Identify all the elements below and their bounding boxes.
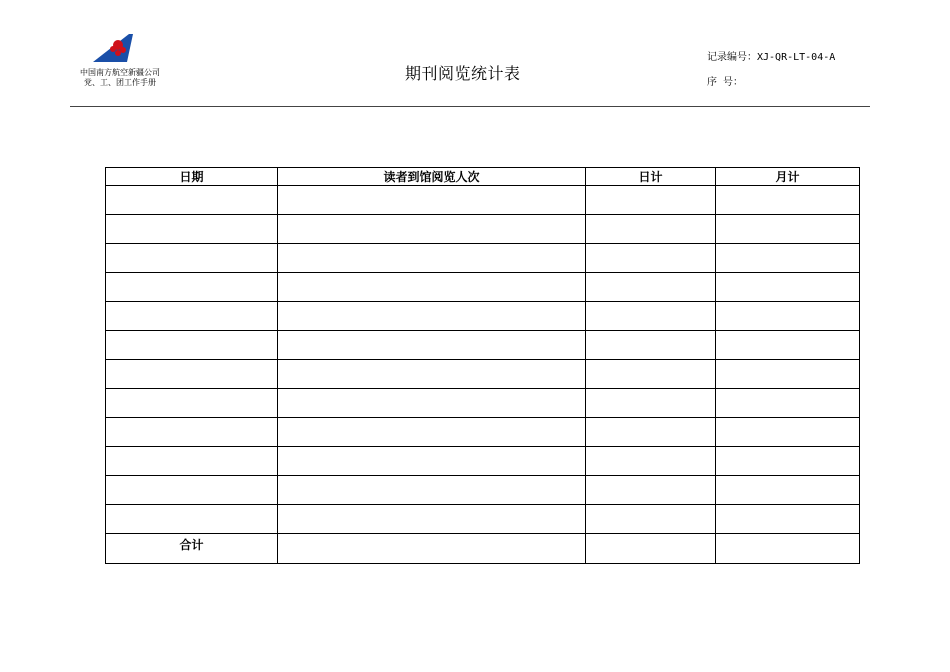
daily-total-cell[interactable] xyxy=(586,505,716,534)
monthly-total-cell[interactable] xyxy=(716,360,860,389)
date-cell[interactable] xyxy=(106,389,278,418)
daily-total-cell[interactable] xyxy=(586,215,716,244)
daily-total-cell[interactable] xyxy=(586,476,716,505)
total-monthly-cell[interactable] xyxy=(716,534,860,564)
monthly-total-cell[interactable] xyxy=(716,331,860,360)
date-cell[interactable] xyxy=(106,505,278,534)
visits-cell[interactable] xyxy=(278,244,586,273)
date-cell[interactable] xyxy=(106,360,278,389)
date-cell[interactable] xyxy=(106,476,278,505)
table-body xyxy=(106,186,860,564)
document-title: 期刊阅览统计表 xyxy=(405,64,521,83)
monthly-total-cell[interactable] xyxy=(716,505,860,534)
daily-total-cell[interactable] xyxy=(586,331,716,360)
visits-cell[interactable] xyxy=(278,505,586,534)
table-row xyxy=(106,331,860,360)
monthly-total-cell[interactable] xyxy=(716,215,860,244)
daily-total-cell[interactable] xyxy=(586,389,716,418)
record-code: 记录编号：XJ-QR-LT-04-A xyxy=(707,52,836,63)
table-row xyxy=(106,273,860,302)
kapok-logo-icon xyxy=(89,32,133,64)
total-label: 合计 xyxy=(106,534,278,564)
monthly-total-cell[interactable] xyxy=(716,418,860,447)
company-logo xyxy=(80,32,170,92)
date-cell[interactable] xyxy=(106,244,278,273)
table-row xyxy=(106,505,860,534)
table-row xyxy=(106,244,860,273)
daily-total-cell[interactable] xyxy=(586,418,716,447)
total-daily-cell[interactable] xyxy=(586,534,716,564)
column-header-daily-total: 日计 xyxy=(586,168,716,186)
daily-total-cell[interactable] xyxy=(586,447,716,476)
date-cell[interactable] xyxy=(106,331,278,360)
reading-stats-table xyxy=(105,167,860,564)
date-cell[interactable] xyxy=(106,273,278,302)
table-row xyxy=(106,360,860,389)
table-header-row xyxy=(106,168,860,186)
monthly-total-cell[interactable] xyxy=(716,447,860,476)
total-visits-cell[interactable] xyxy=(278,534,586,564)
visits-cell[interactable] xyxy=(278,302,586,331)
visits-cell[interactable] xyxy=(278,418,586,447)
monthly-total-cell[interactable] xyxy=(716,244,860,273)
daily-total-cell[interactable] xyxy=(586,186,716,215)
table-row xyxy=(106,418,860,447)
company-name: 中国南方航空新疆公司 xyxy=(80,68,160,77)
daily-total-cell[interactable] xyxy=(586,360,716,389)
date-cell[interactable] xyxy=(106,215,278,244)
monthly-total-cell[interactable] xyxy=(716,186,860,215)
column-header-visits: 读者到馆阅览人次 xyxy=(278,168,586,186)
date-cell[interactable] xyxy=(106,418,278,447)
daily-total-cell[interactable] xyxy=(586,302,716,331)
daily-total-cell[interactable] xyxy=(586,273,716,302)
serial-number: 序 号： xyxy=(707,77,744,88)
table-row xyxy=(106,302,860,331)
visits-cell[interactable] xyxy=(278,215,586,244)
visits-cell[interactable] xyxy=(278,331,586,360)
visits-cell[interactable] xyxy=(278,186,586,215)
date-cell[interactable] xyxy=(106,302,278,331)
table-row xyxy=(106,447,860,476)
date-cell[interactable] xyxy=(106,447,278,476)
manual-name: 党、工、团工作手册 xyxy=(84,78,156,87)
visits-cell[interactable] xyxy=(278,476,586,505)
column-header-date: 日期 xyxy=(106,168,278,186)
header-divider xyxy=(70,106,870,107)
monthly-total-cell[interactable] xyxy=(716,302,860,331)
total-row xyxy=(106,534,860,564)
visits-cell[interactable] xyxy=(278,447,586,476)
table-row xyxy=(106,476,860,505)
visits-cell[interactable] xyxy=(278,273,586,302)
table-row xyxy=(106,215,860,244)
column-header-monthly-total: 月计 xyxy=(716,168,860,186)
daily-total-cell[interactable] xyxy=(586,244,716,273)
visits-cell[interactable] xyxy=(278,389,586,418)
monthly-total-cell[interactable] xyxy=(716,389,860,418)
visits-cell[interactable] xyxy=(278,360,586,389)
date-cell[interactable] xyxy=(106,186,278,215)
monthly-total-cell[interactable] xyxy=(716,476,860,505)
monthly-total-cell[interactable] xyxy=(716,273,860,302)
table-row xyxy=(106,389,860,418)
table-row xyxy=(106,186,860,215)
